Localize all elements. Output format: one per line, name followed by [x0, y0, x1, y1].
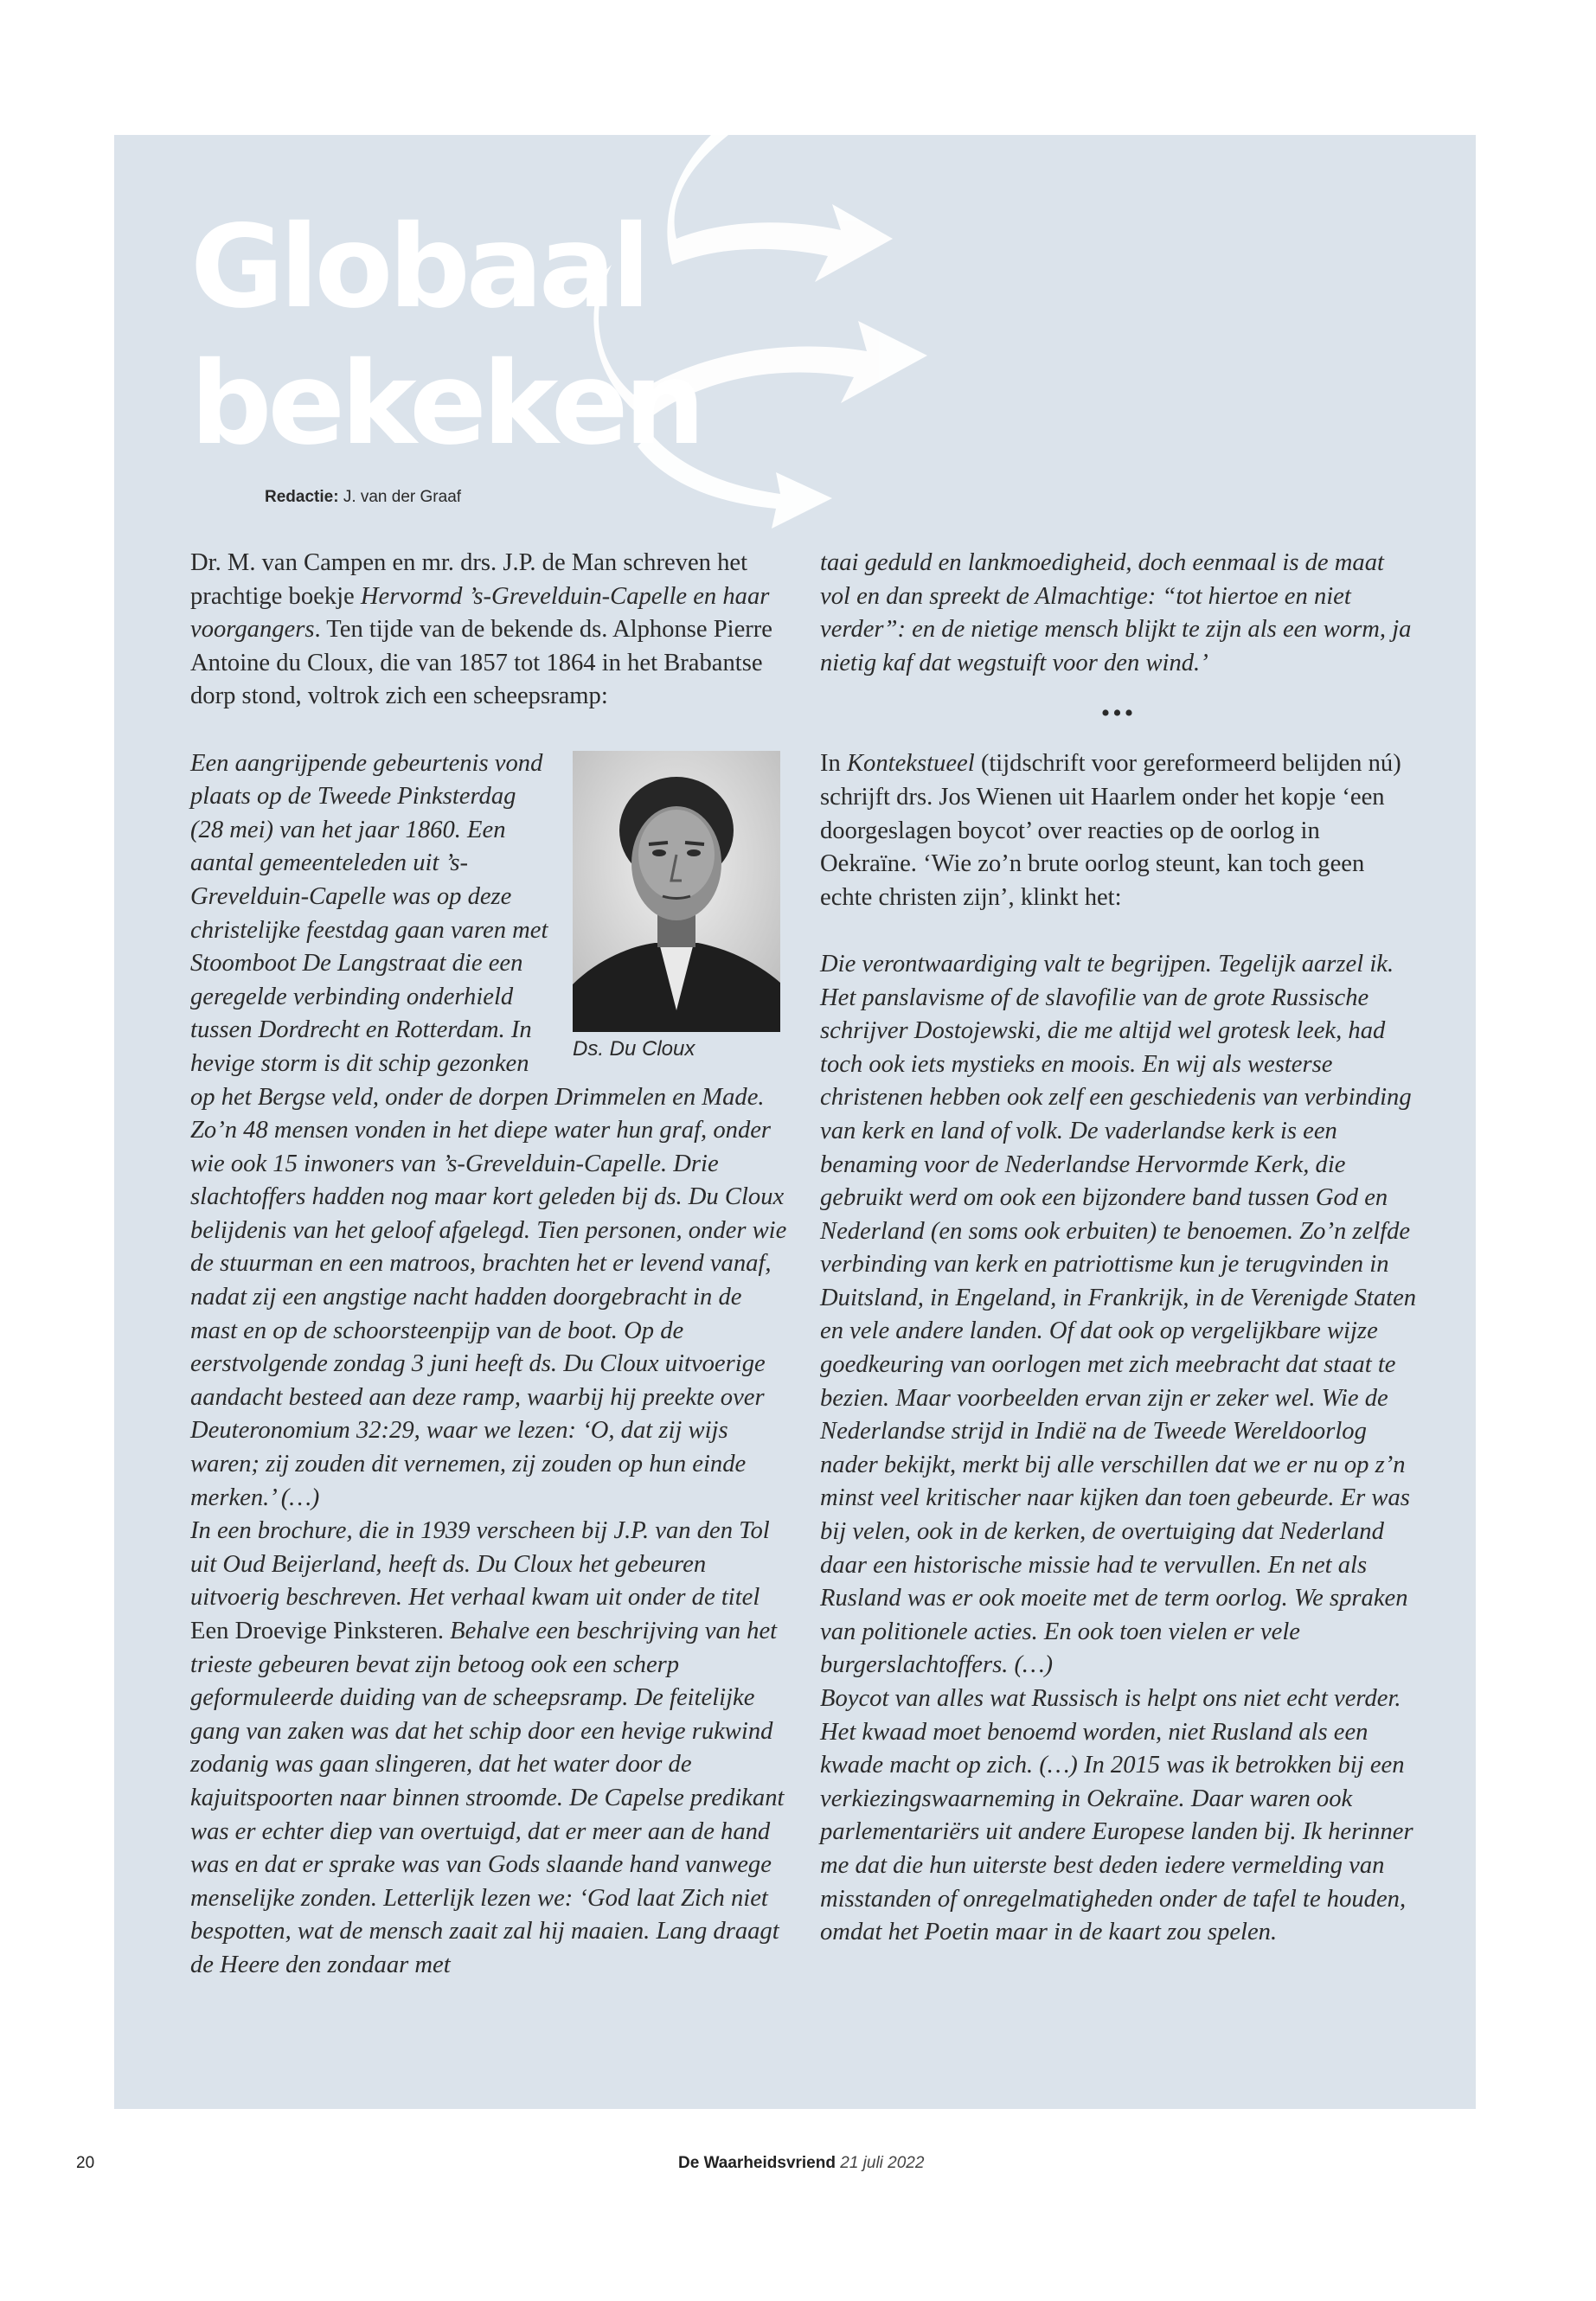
- publication-date: 21 juli 2022: [840, 2154, 925, 2172]
- kontekstueel-text-1: In: [820, 750, 847, 778]
- quote-brochure-text-2: Behalve een beschrijving van het trieste gebeuren bevat zijn betoog ook een scherp geformuleerde duiding van de scheepsramp. De feitelijke gang van zaken was dat het schip door een hevige rukwind zodanig was gaan slingeren, dat het water door de kajuitspoorten naar binnen stroomde. De Capelse predikant was er echter diep van overtuigd, dat er meer aan de hand was en dat er sprake was van Gods slaande hand vanwege menselijke zonden. Letterlijk lezen we: ‘God laat Zich niet bespotten, wat de mensch zaait zal hij maaien. Lang draagt de Heere den zondaar met: [190, 1618, 785, 1978]
- intro-text-1: Dr. M. van Campen en mr. drs. J.P. de Man schreven het prachtige boekje: [190, 549, 748, 610]
- editor-credit: [265, 488, 461, 507]
- book-title: Hervormd ’s-Grevelduin-Capelle en haar voorgangers: [190, 582, 770, 644]
- title-line-2: bekeken: [190, 337, 702, 471]
- quote-wienen-2-text: Boycot van alles wat Russisch is helpt ons niet echt verder. Het kwaad moet benoemd worden, niet Rusland als een kwade macht op zich. (…) In 2015 was ik betrokken bij een verkiezingswaarneming in Oekraïne. Daar waren ook parlementariërs uit andere Europese landen bij. Ik herinner me dat die hun uiterste best deden iedere vermelding van misstanden of onregelmatigheden onder de tafel te houden, omdat het Poetin maar in de kaart zou spelen.: [820, 1685, 1413, 1946]
- editor-name: J. van der Graaf: [343, 488, 462, 506]
- quote-brochure-text-1: In een brochure, die in 1939 verscheen bij J.P. van den Tol uit Oud Beijerland, heeft ds. Du Cloux het gebeuren uitvoerig beschreven. Het verhaal kwam uit onder de titel: [190, 1517, 770, 1612]
- section-title: [190, 199, 702, 472]
- editor-label: Redactie:: [265, 488, 339, 506]
- intro-paragraph: [190, 547, 787, 714]
- publication-footer: [678, 2154, 924, 2173]
- quote-continued-text: taai geduld en lankmoedigheid, doch eenmaal is de maat vol en dan spreekt de Almachtige: “tot hiertoe en niet verder”: en de nietige mensch blijkt te zijn als een worm, ja nietig kaf dat wegstuift voor den wind.’: [820, 549, 1412, 676]
- magazine-title: Kontekstueel: [846, 750, 975, 778]
- page-number: 20: [76, 2154, 95, 2172]
- section-divider: •••: [1100, 699, 1137, 728]
- brochure-title: Een Droevige Pinksteren.: [190, 1618, 445, 1644]
- intro-text-2: . Ten tijde van de bekende ds. Alphonse Pierre Antoine du Cloux, die van 1857 tot 1864 in het Brabantse dorp stond, voltrok zich een scheepsramp:: [190, 616, 773, 710]
- portrait-photo: [573, 751, 780, 1032]
- quote-continued: [820, 547, 1417, 680]
- title-line-1: Globaal: [190, 201, 647, 334]
- quote-wienen-1-text: Die verontwaardiging valt te begrijpen. Tegelijk aarzel ik. Het panslavisme of de slavofilie van de grote Russische schrijver Dostojewski, die me altijd wel grotesk leek, had toch ook iets mystieks en moois. En wij als westerse christenen hebben ook zelf een geschiedenis van verbinding van kerk en land of volk. De vaderlandse kerk is een benaming voor de Nederlandse Hervormde Kerk, die gebruikt werd om ook een bijzondere band tussen God en Nederland (en soms ook erbuiten) te benoemen. Zo’n zelfde verbinding van kerk en patriottisme kun je terugvinden in Duitsland, in Engeland, in Frankrijk, in de Verenigde Staten en vele andere landen. Of dat ook op vergelijkbare wijze goedkeuring van oorlogen met zich meebracht dat staat te bezien. Maar voorbeelden ervan zijn er zeker wel. Wie de Nederlandse strijd in Indië na de Tweede Wereldoorlog nader bekijkt, merkt bij alle verschillen dat we er nu op z’n minst veel kritischer naar kijken dan toen gebeurde. Er was bij velen, ook in de kerken, de overtuiging dat Nederland daar een historische missie had te vervullen. En net als Rusland was er ook moeite met de term oorlog. We spraken van politionele acties. En ook toen vielen er vele burgerslachtoffers. (…): [820, 950, 1417, 1679]
- portrait-figure: [573, 751, 780, 1065]
- photo-caption: Ds. Du Cloux: [573, 1036, 695, 1061]
- right-column: [820, 547, 1417, 1950]
- article-panel: [114, 135, 1476, 2109]
- kontekstueel-paragraph: [820, 747, 1417, 914]
- left-column: [190, 547, 787, 1983]
- kontekstueel-text-2: (tijdschrift voor gereformeerd belijden nú) schrijft drs. Jos Wienen uit Haarlem onder het kopje ‘een doorgeslagen boycot’ over reacties op de oorlog in Oekraïne. ‘Wie zo’n brute oorlog steunt, kan toch geen echte christen zijn’, klinkt het:: [820, 750, 1401, 911]
- quote-wienen-1: [820, 948, 1417, 1682]
- quote-brochure: [190, 1515, 787, 1982]
- publication-name: De Waarheidsvriend: [678, 2154, 836, 2172]
- quote-shipwreck-text: Een aangrijpende gebeurtenis vond plaats op de Tweede Pinksterdag (28 mei) van het jaar 1860. Een aantal gemeenteleden uit ’s-Grevelduin-Capelle was op deze christelijke feestdag gaan varen met Stoomboot De Langstraat die een geregelde verbinding onderhield tussen Dordrecht en Rotterdam. In hevige storm is dit schip gezonken op het Bergse veld, onder de dorpen Drimmelen en Made. Zo’n 48 mensen vonden in het diepe water hun graf, onder wie ook 15 inwoners van ’s-Grevelduin-Capelle. Drie slachtoffers hadden nog maar kort geleden bij ds. Du Cloux belijdenis van het geloof afgelegd. Tien personen, onder wie de stuurman en een matroos, brachten het er levend vanaf, nadat zij een angstige nacht hadden doorgebracht in de mast en op de schoorsteenpijp van de boot. Op de eerstvolgende zondag 3 juni heeft ds. Du Cloux uitvoerige aandacht besteed aan deze ramp, waarbij hij preekte over Deuteronomium 32:29, waar we lezen: ‘O, dat zij wijs waren; zij zouden dit vernemen, zij zouden op hun einde merken.’ (…): [190, 749, 787, 1511]
- quote-wienen-2: [820, 1682, 1417, 1950]
